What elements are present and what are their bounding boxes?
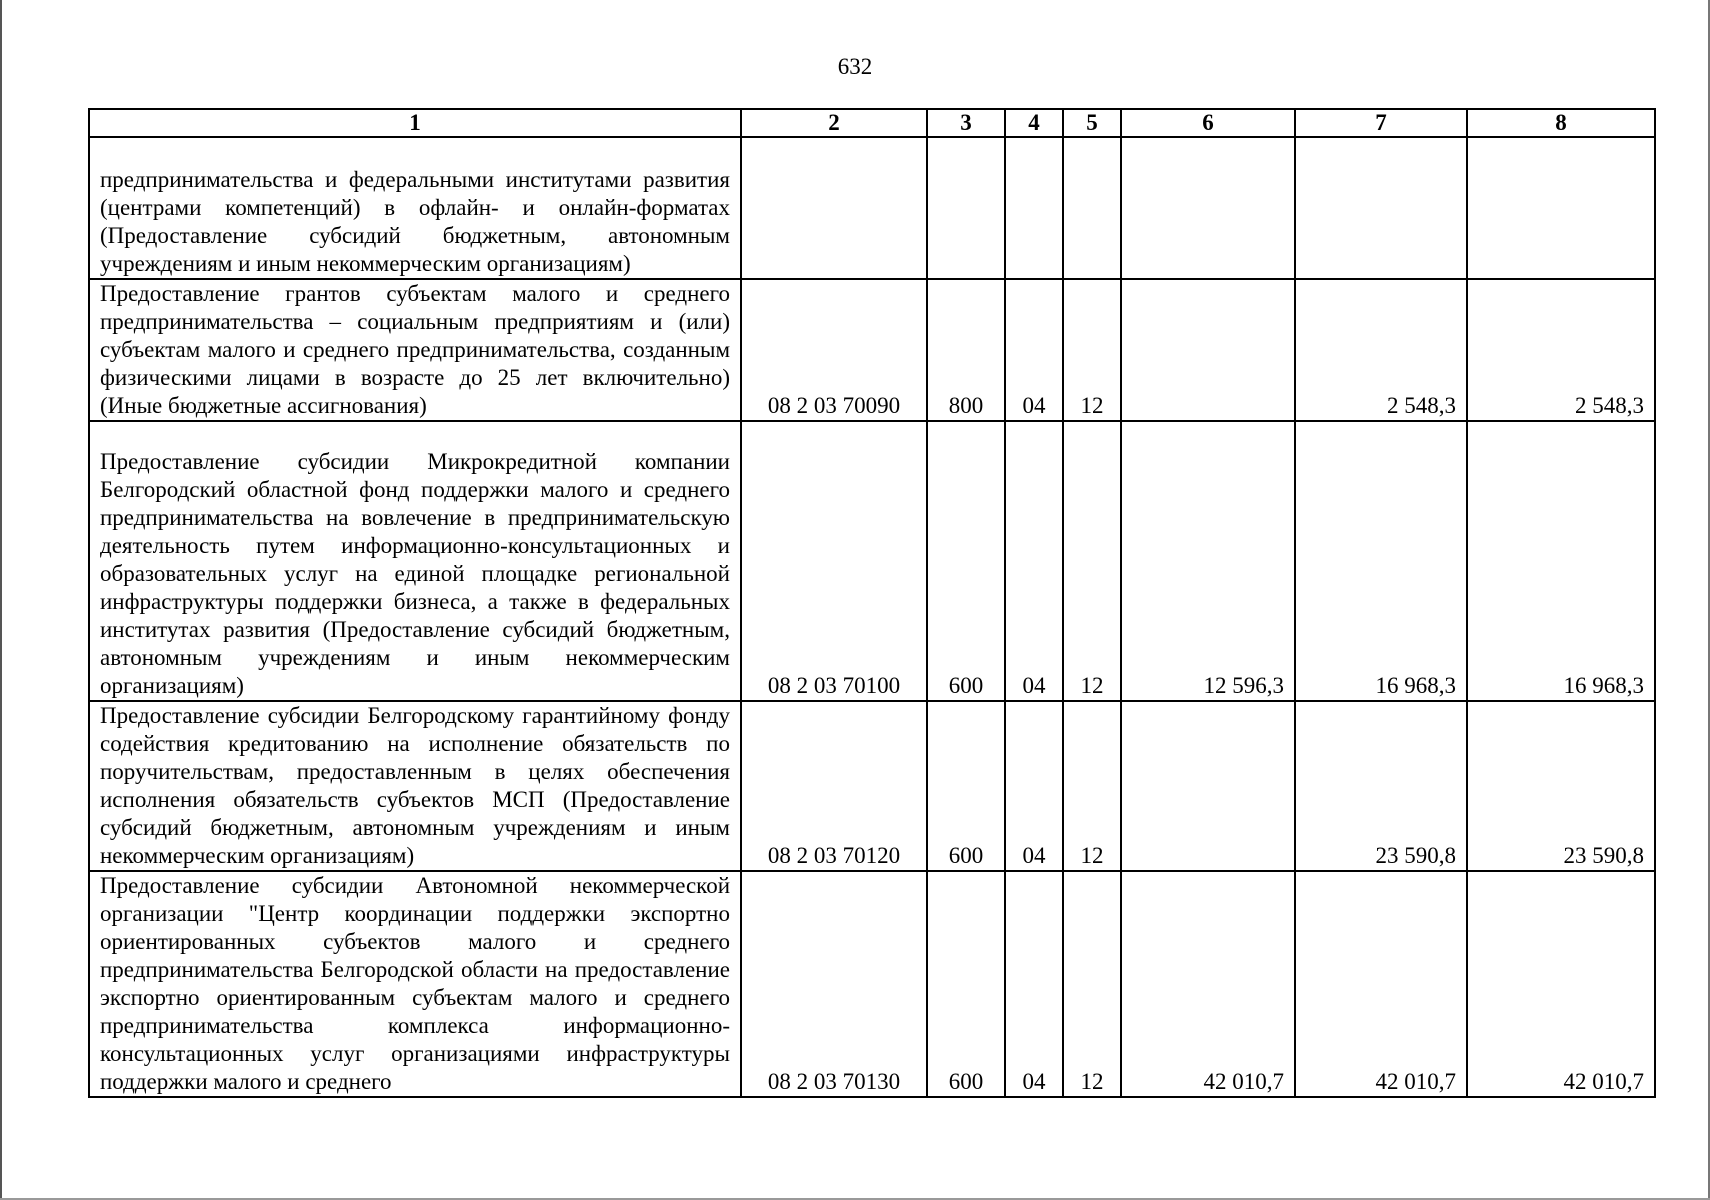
row-col3: 600 (927, 871, 1005, 1097)
row-code: 08 2 03 70130 (741, 871, 927, 1097)
row-description: Предоставление грантов субъектам малого и среднего предпринимательства – социальным предприятиям и (или) субъектам малого и среднего предпринимательства, созданным физическими лицами в возрасте до 25 лет включительно) (Иные бюджетные ассигнования) (89, 279, 741, 421)
row-col8 (1467, 137, 1655, 279)
column-header: 1 (89, 109, 741, 137)
row-col6 (1121, 137, 1295, 279)
page-number: 632 (837, 54, 873, 79)
row-description: Предоставление субсидии Автономной некоммерческой организации "Центр координации поддержки экспортно ориентированных субъектов малого и среднего предпринимательства Белгородской области на предоставление экспортно ориентированным субъектам малого и среднего предпринимательства комплекса информационно-консультационных услуг организациями инфраструктуры поддержки малого и среднего (89, 871, 741, 1097)
table-row (89, 421, 1655, 701)
row-col8: 16 968,3 (1467, 421, 1655, 701)
row-col7 (1295, 137, 1467, 279)
table-header-row (89, 109, 1655, 137)
table-row (89, 137, 1655, 279)
row-col6 (1121, 279, 1295, 421)
column-header: 7 (1295, 109, 1467, 137)
row-col5: 12 (1063, 279, 1121, 421)
row-col7: 16 968,3 (1295, 421, 1467, 701)
row-col8: 42 010,7 (1467, 871, 1655, 1097)
row-col6 (1121, 701, 1295, 871)
column-header: 6 (1121, 109, 1295, 137)
row-col3 (927, 137, 1005, 279)
row-col7: 2 548,3 (1295, 279, 1467, 421)
row-col4: 04 (1005, 279, 1063, 421)
row-col8: 23 590,8 (1467, 701, 1655, 871)
scan-edge-left (0, 0, 2, 1200)
row-col8: 2 548,3 (1467, 279, 1655, 421)
row-code: 08 2 03 70100 (741, 421, 927, 701)
row-col4: 04 (1005, 421, 1063, 701)
row-col5: 12 (1063, 421, 1121, 701)
row-col3: 600 (927, 701, 1005, 871)
table-row (89, 279, 1655, 421)
row-code: 08 2 03 70120 (741, 701, 927, 871)
column-header: 8 (1467, 109, 1655, 137)
row-code (741, 137, 927, 279)
table-row (89, 871, 1655, 1097)
row-description: предпринимательства и федеральными институтами развития (центрами компетенций) в офлайн- и онлайн-форматах (Предоставление субсидий бюджетным, автономным учреждениям и иным некоммерческим организациям) (89, 137, 741, 279)
row-code: 08 2 03 70090 (741, 279, 927, 421)
column-header: 2 (741, 109, 927, 137)
row-col7: 23 590,8 (1295, 701, 1467, 871)
table-row (89, 701, 1655, 871)
row-col5 (1063, 137, 1121, 279)
row-description: Предоставление субсидии Микрокредитной компании Белгородский областной фонд поддержки малого и среднего предпринимательства на вовлечение в предпринимательскую деятельность путем информационно-консультационных и образовательных услуг на единой площадке региональной инфраструктуры поддержки бизнеса, а также в федеральных институтах развития (Предоставление субсидий бюджетным, автономным учреждениям и иным некоммерческим организациям) (89, 421, 741, 701)
column-header: 3 (927, 109, 1005, 137)
budget-table (88, 108, 1656, 1098)
row-col3: 800 (927, 279, 1005, 421)
row-col5: 12 (1063, 871, 1121, 1097)
row-description: Предоставление субсидии Белгородскому гарантийному фонду содействия кредитованию на исполнение обязательств по поручительствам, предоставленным в целях обеспечения исполнения обязательств субъектов МСП (Предоставление субсидий бюджетным, автономным учреждениям и иным некоммерческим организациям) (89, 701, 741, 871)
row-col4: 04 (1005, 871, 1063, 1097)
row-col5: 12 (1063, 701, 1121, 871)
column-header: 5 (1063, 109, 1121, 137)
row-col4 (1005, 137, 1063, 279)
row-col3: 600 (927, 421, 1005, 701)
row-col4: 04 (1005, 701, 1063, 871)
row-col6: 42 010,7 (1121, 871, 1295, 1097)
column-header: 4 (1005, 109, 1063, 137)
row-col7: 42 010,7 (1295, 871, 1467, 1097)
row-col6: 12 596,3 (1121, 421, 1295, 701)
